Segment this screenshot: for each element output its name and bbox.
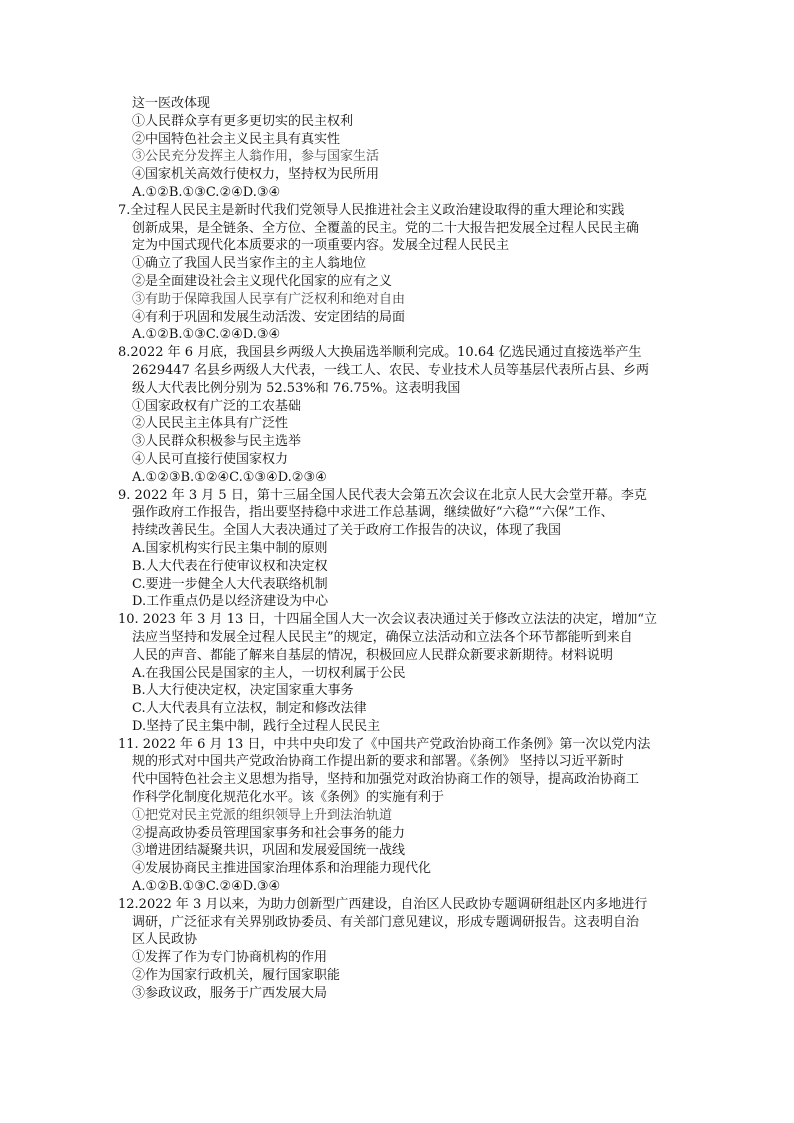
answer-choices: A.①②③B.①②④C.①③④D.②③④ [132, 469, 327, 485]
question-10: 10. 2023 年 3 月 13 日，十四届全国人大一次会议表决通过关于修改立法法的决定，增加“立 [118, 612, 658, 628]
question-stem-line: 这一医改体现 [132, 96, 211, 111]
question-stem-line: 规的形式对中国共产党政治协商工作提出新的要求和部署。《条例》 坚持以习近平新时 [132, 754, 624, 770]
question-12: 12.2022 年 3 月以来，为助力创新型广西建设，自治区人民政协专题调研组赴区内多地进行 [118, 896, 648, 912]
answer-choices: A.①②B.①③C.②④D.③④ [132, 327, 281, 343]
option-line: ①国家政权有广泛的工农基础 [132, 398, 302, 414]
question-text [118, 95, 678, 1003]
option-line: ②中国特色社会主义民主具有真实性 [132, 131, 341, 147]
option-line: A.国家机构实行民主集中制的原则 [132, 540, 328, 556]
option-line: ②作为国家行政机关，履行国家职能 [132, 968, 341, 984]
option-line: ③增进团结凝聚共识，巩固和发展爱国统一战线 [132, 843, 406, 859]
option-line: ②是全面建设社会主义现代化国家的应有之义 [132, 273, 393, 289]
answer-choices: A.①②B.①③C.②④D.③④ [132, 879, 281, 895]
option-line: B.人大行使决定权，决定国家重大事务 [132, 683, 354, 699]
answer-choices: A.①②B.①③C.②④D.③④ [132, 184, 281, 200]
option-line: B.人大代表在行使审议权和决定权 [132, 558, 328, 574]
option-line: ②提高政协委员管理国家事务和社会事务的能力 [132, 825, 406, 841]
question-8: 8.2022 年 6 月底，我国县乡两级人大换届选举顺利完成。10.64 亿选民通过直接选举产生 [118, 345, 642, 361]
option-line: ①把党对民主党派的组织领导上升到法治轨道 [132, 807, 393, 823]
option-line: D.坚持了民主集中制，践行全过程人民民主 [132, 718, 381, 734]
option-line: ①人民群众享有更多更切实的民主权利 [132, 113, 354, 129]
option-line: ③人民群众积极参与民主选举 [132, 434, 302, 450]
option-line: ①发挥了作为专门协商机构的作用 [132, 950, 328, 966]
option-line: C.要进一步健全人大代表联络机制 [132, 576, 328, 592]
question-9: 9. 2022 年 3 月 5 日，第十三届全国人民代表大会第五次会议在北京人民大会堂开幕。李克 [118, 487, 647, 503]
option-line: ①确立了我国人民当家作主的主人翁地位 [132, 256, 367, 272]
option-line: ③参政议政，服务于广西发展大局 [132, 985, 328, 1001]
question-stem-line: 2629447 名县乡两级人大代表，一线工人、农民、专业技术人员等基层代表所占县、乡两 [132, 362, 650, 378]
question-stem-line: 持续改善民生。全国人大表决通过了关于政府工作报告的决议，体现了我国 [132, 523, 562, 539]
option-line: ④人民可直接行使国家权力 [132, 451, 289, 467]
question-11: 11. 2022 年 6 月 13 日，中共中央印发了《中国共产党政治协商工作条例》第一次以党内法 [118, 736, 651, 752]
question-stem-line: 调研，广泛征求有关界别政协委员、有关部门意见建议，形成专题调研报告。这表明自治 [132, 914, 640, 930]
option-line: D.工作重点仍是以经济建设为中心 [132, 594, 329, 610]
option-line: ③有助于保障我国人民享有广泛权利和绝对自由 [132, 291, 406, 307]
question-stem-line: 人民的声音、都能了解来自基层的情况，积极回应人民群众新要求新期待。材料说明 [132, 647, 614, 663]
question-stem-line: 作科学化制度化规范化水平。该《条例》的实施有利于 [132, 790, 445, 806]
question-stem-line: 法应当坚持和发展全过程人民民主”的规定，确保立法活动和立法各个环节都能听到来自 [132, 629, 633, 645]
option-line: ④有利于巩固和发展生动活泼、安定团结的局面 [132, 309, 406, 325]
option-line: ④发展协商民主推进国家治理体系和治理能力现代化 [132, 861, 432, 877]
option-line: C.人大代表具有立法权，制定和修改法律 [132, 701, 367, 717]
question-stem-line: 区人民政协 [132, 932, 198, 948]
question-stem-line: 定为中国式现代化本质要求的一项重要内容。发展全过程人民民主 [132, 238, 510, 254]
question-7: 7.全过程人民民主是新时代我们党领导人民推进社会主义政治建设取得的重大理论和实践 [118, 202, 625, 218]
option-line: A.在我国公民是国家的主人，一切权利属于公民 [132, 665, 406, 681]
option-line: ④国家机关高效行使权力，坚持权为民所用 [132, 167, 380, 183]
option-line: ③公民充分发挥主人翁作用，参与国家生活 [132, 149, 380, 165]
question-stem-line: 创新成果，是全链条、全方位、全覆盖的民主。党的二十大报告把发展全过程人民民主确 [132, 220, 640, 236]
option-line: ②人民民主主体具有广泛性 [132, 416, 289, 432]
question-stem-line: 强作政府工作报告，指出要坚持稳中求进工作总基调，继续做好“六稳”“六保”工作、 [132, 505, 614, 521]
question-stem-line: 代中国特色社会主义思想为指导，坚持和加强党对政治协商工作的领导，提高政治协商工 [132, 772, 640, 788]
question-stem-line: 级人大代表比例分别为 52.53%和 76.75%。这表明我国 [132, 380, 461, 396]
